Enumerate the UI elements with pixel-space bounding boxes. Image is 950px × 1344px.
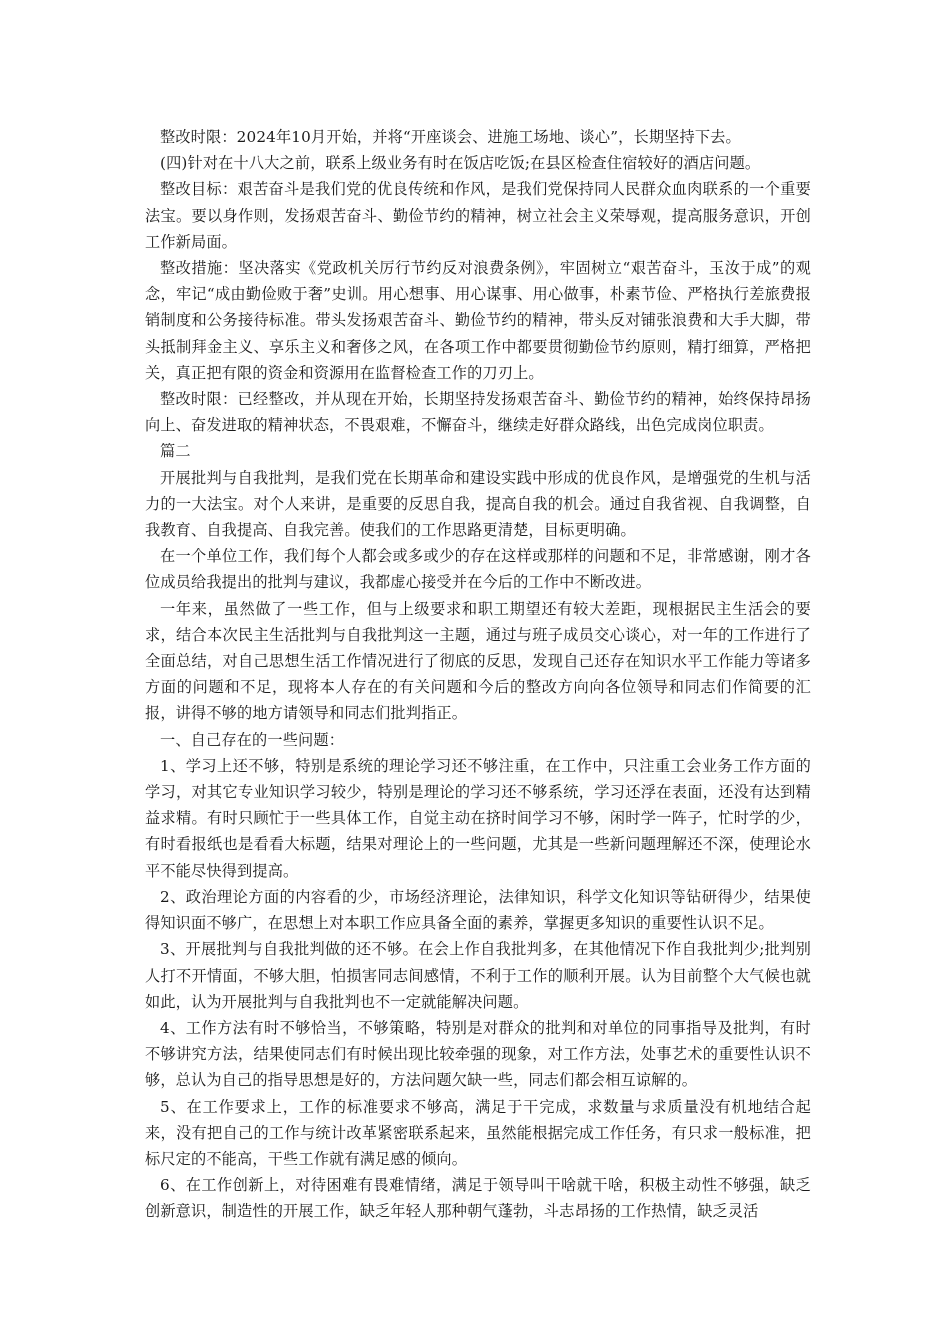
section-heading-part-two: 篇二: [160, 442, 191, 461]
paragraph-year-summary: 一年来，虽然做了一些工作，但与上级要求和职工期望还有较大差距，现根据民主生活会的要求，结合本次民主生活批判与自我批判这一主题，通过与班子成员交心谈心，对一年的工作进行了全面总结，对自己思想生活工作情况进行了彻底的反思，发现自己还存在知识水平工作能力等诸多方面的问题和不足，现将本人存在的有关问题和今后的整改方向向各位领导和同志们作简要的汇报，讲得不够的地方请领导和同志们批判指正。: [145, 599, 811, 723]
paragraph-issue-four: (四)针对在十八大之前，联系上级业务有时在饭店吃饭;在县区检查住宿较好的酒店问题。: [160, 154, 761, 173]
paragraph-rectification-goal: 整改目标：艰苦奋斗是我们党的优良传统和作风，是我们党保持同人民群众血肉联系的一个重要法宝。要以身作则，发扬艰苦奋斗、勤俭节约的精神，树立社会主义荣辱观，提高服务意识，开创工作新局面。: [145, 180, 811, 251]
list-item-problem-5: 5、在工作要求上，工作的标准要求不够高，满足于干完成，求数量与求质量没有机地结合起来，没有把自己的工作与统计改革紧密联系起来，虽然能根据完成工作任务，有只求一般标准，把标尺定的不能高，干些工作就有满足感的倾向。: [145, 1097, 811, 1168]
paragraph-rectification-deadline-1: 整改时限：2024年10月开始，并将“开座谈会、进施工场地、谈心”，长期坚持下去。: [160, 128, 741, 146]
paragraph-rectification-deadline-2: 整改时限：已经整改，并从现在开始，长期坚持发扬艰苦奋斗、勤俭节约的精神，始终保持昂扬向上、奋发进取的精神状态，不畏艰难，不懈奋斗，继续走好群众路线，出色完成岗位职责。: [145, 390, 811, 435]
paragraph-criticism-intro: 开展批判与自我批判，是我们党在长期革命和建设实践中形成的优良作风，是增强党的生机与活力的一大法宝。对个人来讲，是重要的反思自我，提高自我的机会。通过自我省视、自我调整，自我教育、自我提高、自我完善。使我们的工作思路更清楚，目标更明确。: [145, 468, 811, 540]
paragraph-acknowledgement: 在一个单位工作，我们每个人都会或多或少的存在这样或那样的问题和不足，非常感谢，刚才各位成员给我提出的批判与建议，我都虚心接受并在今后的工作中不断改进。: [145, 547, 811, 592]
list-item-problem-6: 6、在工作创新上，对待困难有畏难情绪，满足于领导叫干啥就干啥，积极主动性不够强，缺乏创新意识，制造性的开展工作，缺乏年轻人那种朝气蓬勃，斗志昂扬的工作热情，缺乏灵活: [145, 1176, 811, 1221]
heading-existing-problems: 一、自己存在的一些问题：: [160, 730, 345, 749]
list-item-problem-1: 1、学习上还不够，特别是系统的理论学习还不够注重，在工作中，只注重工会业务工作方面的学习，对其它专业知识学习较少，特别是理论的学习还不够系统，学习还浮在表面，还没有达到精益求精。有时只顾忙于一些具体工作，自觉主动在挤时间学习不够，闲时学一阵子，忙时学的少，有时看报纸也是看看大标题，结果对理论上的一些问题，尤其是一些新问题理解还不深，使理论水平不能尽快得到提高。: [145, 756, 811, 880]
list-item-problem-3: 3、开展批判与自我批判做的还不够。在会上作自我批判多，在其他情况下作自我批判少;批判别人打不开情面，不够大胆，怕损害同志间感情，不利于工作的顺利开展。认为目前整个大气候也就如此，认为开展批判与自我批判也不一定就能解决问题。: [145, 940, 811, 1011]
list-item-problem-2: 2、政治理论方面的内容看的少，市场经济理论，法律知识，科学文化知识等钻研得少，结果使得知识面不够广，在思想上对本职工作应具备全面的素养，掌握更多知识的重要性认识不足。: [145, 887, 811, 933]
document-page: [145, 124, 811, 1225]
list-item-problem-4: 4、工作方法有时不够恰当，不够策略，特别是对群众的批判和对单位的同事指导及批判，有时不够讲究方法，结果使同志们有时候出现比较牵强的现象，对工作方法，处事艺术的重要性认识不够，总认为自己的指导思想是好的，方法问题欠缺一些，同志们都会相互谅解的。: [145, 1018, 811, 1090]
paragraph-rectification-measures: 整改措施：坚决落实《党政机关厉行节约反对浪费条例》，牢固树立“艰苦奋斗，玉汝于成”的观念，牢记“成由勤俭败于奢”史训。用心想事、用心谋事、用心做事，朴素节俭、严格执行差旅费报销制度和公务接待标准。带头发扬艰苦奋斗、勤俭节约的精神，带头反对铺张浪费和大手大脚，带头抵制拜金主义、享乐主义和奢侈之风，在各项工作中都要贯彻勤俭节约原则，精打细算，严格把关，真正把有限的资金和资源用在监督检查工作的刀刃上。: [145, 259, 811, 382]
